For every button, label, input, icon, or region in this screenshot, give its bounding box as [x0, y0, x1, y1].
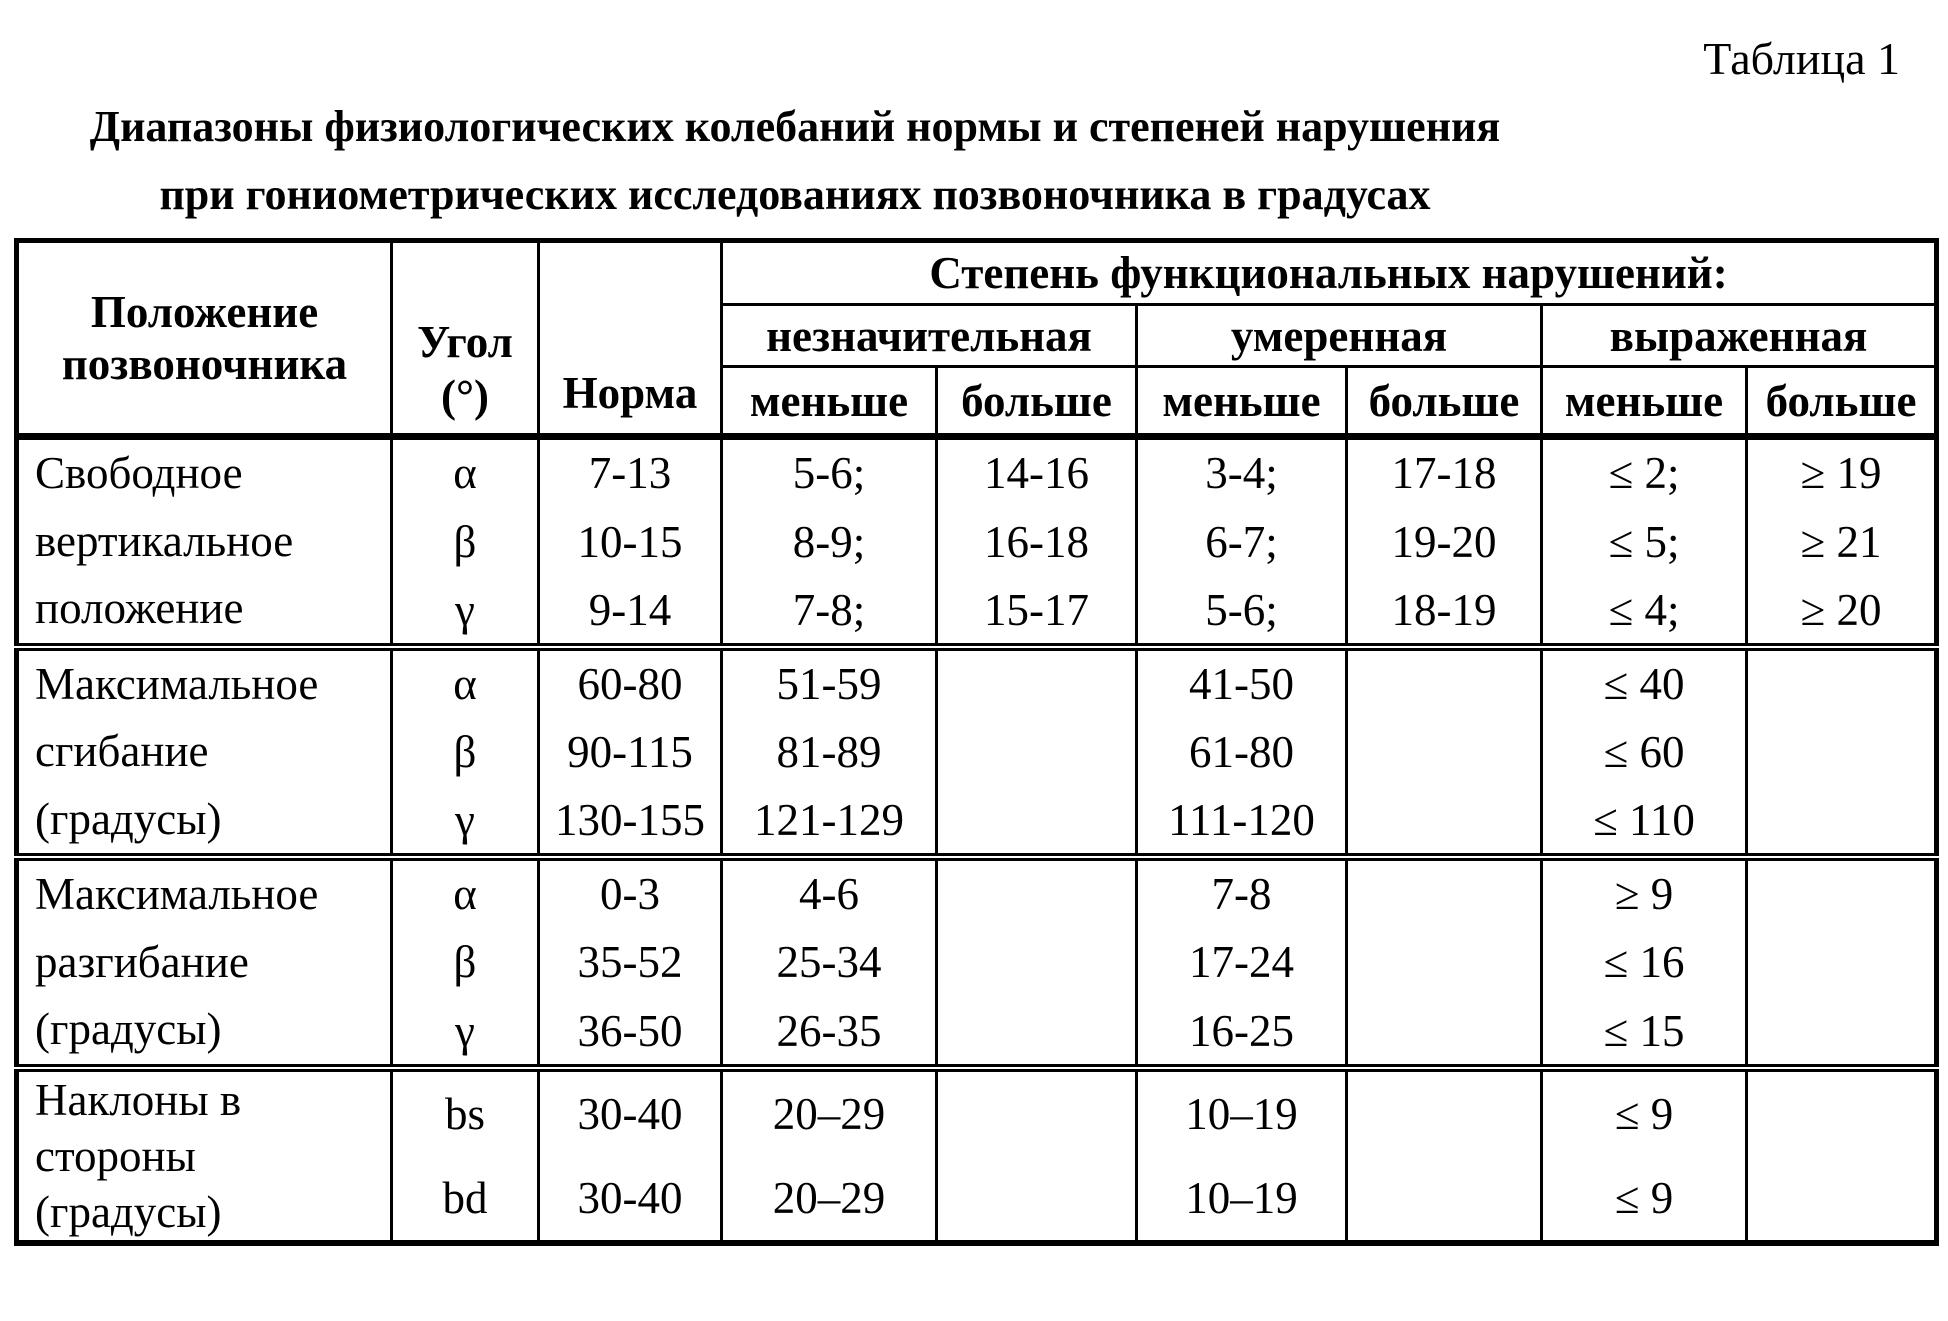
- value-cell: 4-6: [722, 857, 937, 927]
- value-cell: 6-7;: [1137, 507, 1347, 577]
- value-cell: 17-24: [1137, 927, 1347, 997]
- value-cell: ≤ 4;: [1542, 577, 1747, 647]
- value-cell: [1747, 998, 1937, 1068]
- table-row: [17, 1068, 1937, 1156]
- angle-cell: bs: [392, 1068, 539, 1156]
- value-cell: 19-20: [1347, 507, 1542, 577]
- document-title-line-2: при гониометрических исследованиях позвоночника в градусах: [159, 170, 1431, 220]
- value-cell: [937, 1156, 1137, 1244]
- value-cell: [1747, 787, 1937, 857]
- angle-cell: β: [392, 507, 539, 577]
- norm-cell: 30-40: [539, 1156, 722, 1244]
- value-cell: ≤ 9: [1542, 1156, 1747, 1244]
- value-cell: [937, 998, 1137, 1068]
- value-cell: 5-6;: [722, 437, 937, 507]
- value-cell: 81-89: [722, 717, 937, 787]
- value-cell: 15-17: [937, 577, 1137, 647]
- angle-cell: bd: [392, 1156, 539, 1244]
- value-cell: ≤ 5;: [1542, 507, 1747, 577]
- norm-cell: 10-15: [539, 507, 722, 577]
- table-number-caption: Таблица 1: [1703, 33, 1900, 84]
- value-cell: ≤ 60: [1542, 717, 1747, 787]
- value-cell: 14-16: [937, 437, 1137, 507]
- row-group-label-max-flexion: Максимальное сгибание (градусы): [17, 647, 392, 858]
- header-more-insignificant: больше: [937, 367, 1137, 437]
- norm-cell: 35-52: [539, 927, 722, 997]
- value-cell: [937, 1068, 1137, 1156]
- value-cell: 18-19: [1347, 577, 1542, 647]
- value-cell: [1347, 647, 1542, 717]
- value-cell: [937, 787, 1137, 857]
- document-page: [0, 34, 1948, 1246]
- value-cell: [1747, 1156, 1937, 1244]
- value-cell: 5-6;: [1137, 577, 1347, 647]
- value-cell: ≤ 9: [1542, 1068, 1747, 1156]
- value-cell: 17-18: [1347, 437, 1542, 507]
- angle-cell: γ: [392, 787, 539, 857]
- document-title: [0, 101, 1590, 223]
- value-cell: ≥ 21: [1747, 507, 1937, 577]
- value-cell: [1347, 1156, 1542, 1244]
- angle-cell: α: [392, 437, 539, 507]
- value-cell: ≤ 40: [1542, 647, 1747, 717]
- norm-cell: 130-155: [539, 787, 722, 857]
- value-cell: 3-4;: [1137, 437, 1347, 507]
- norm-cell: 36-50: [539, 998, 722, 1068]
- value-cell: [1747, 717, 1937, 787]
- value-cell: 26-35: [722, 998, 937, 1068]
- header-angle-word: Угол: [417, 317, 513, 368]
- header-more-pronounced: больше: [1747, 367, 1937, 437]
- header-norm: Норма: [539, 241, 722, 437]
- norm-cell: 7-13: [539, 437, 722, 507]
- value-cell: [1347, 857, 1542, 927]
- angle-cell: γ: [392, 998, 539, 1068]
- value-cell: [1347, 927, 1542, 997]
- value-cell: 51-59: [722, 647, 937, 717]
- value-cell: 7-8;: [722, 577, 937, 647]
- value-cell: 7-8: [1137, 857, 1347, 927]
- row-group-label-lateral-bends: Наклоны в стороны (градусы): [17, 1068, 392, 1244]
- header-less-moderate: меньше: [1137, 367, 1347, 437]
- row-group-label-free-vertical: Свободное вертикальное положение: [17, 437, 392, 647]
- value-cell: [1747, 857, 1937, 927]
- value-cell: ≤ 2;: [1542, 437, 1747, 507]
- value-cell: 20–29: [722, 1068, 937, 1156]
- header-angle: [392, 241, 539, 437]
- header-impairment-degree-group: Степень функциональных нарушений:: [722, 241, 1937, 305]
- header-spine-position: Положение позвоночника: [17, 241, 392, 437]
- value-cell: 8-9;: [722, 507, 937, 577]
- goniometry-ranges-table: [14, 238, 1939, 1246]
- value-cell: 10–19: [1137, 1156, 1347, 1244]
- header-severity-insignificant: незначительная: [722, 305, 1137, 367]
- value-cell: [937, 717, 1137, 787]
- norm-cell: 0-3: [539, 857, 722, 927]
- norm-cell: 90-115: [539, 717, 722, 787]
- table-row: [17, 647, 1937, 717]
- value-cell: [937, 857, 1137, 927]
- header-severity-moderate: умеренная: [1137, 305, 1542, 367]
- value-cell: 20–29: [722, 1156, 937, 1244]
- value-cell: 10–19: [1137, 1068, 1347, 1156]
- value-cell: [937, 647, 1137, 717]
- row-group-label-max-extension: Максимальное разгибание (градусы): [17, 857, 392, 1068]
- value-cell: 25-34: [722, 927, 937, 997]
- value-cell: [1347, 787, 1542, 857]
- value-cell: [937, 927, 1137, 997]
- value-cell: 16-25: [1137, 998, 1347, 1068]
- angle-cell: β: [392, 717, 539, 787]
- header-less-pronounced: меньше: [1542, 367, 1747, 437]
- header-less-insignificant: меньше: [722, 367, 937, 437]
- value-cell: [1747, 647, 1937, 717]
- angle-cell: β: [392, 927, 539, 997]
- value-cell: 16-18: [937, 507, 1137, 577]
- value-cell: ≥ 19: [1747, 437, 1937, 507]
- angle-cell: α: [392, 647, 539, 717]
- value-cell: [1747, 1068, 1937, 1156]
- value-cell: ≤ 110: [1542, 787, 1747, 857]
- value-cell: 121-129: [722, 787, 937, 857]
- norm-cell: 60-80: [539, 647, 722, 717]
- document-title-line-1: Диапазоны физиологических колебаний нормы и степеней нарушения: [89, 101, 1501, 151]
- angle-cell: γ: [392, 577, 539, 647]
- value-cell: [1747, 927, 1937, 997]
- header-more-moderate: больше: [1347, 367, 1542, 437]
- value-cell: [1347, 1068, 1542, 1156]
- value-cell: 111-120: [1137, 787, 1347, 857]
- value-cell: [1347, 717, 1542, 787]
- header-angle-unit: (°): [441, 371, 489, 422]
- header-severity-pronounced: выраженная: [1542, 305, 1937, 367]
- value-cell: ≥ 9: [1542, 857, 1747, 927]
- table-row: [17, 857, 1937, 927]
- norm-cell: 9-14: [539, 577, 722, 647]
- value-cell: ≤ 16: [1542, 927, 1747, 997]
- norm-cell: 30-40: [539, 1068, 722, 1156]
- value-cell: [1347, 998, 1542, 1068]
- value-cell: 61-80: [1137, 717, 1347, 787]
- table-row: [17, 437, 1937, 507]
- value-cell: 41-50: [1137, 647, 1347, 717]
- angle-cell: α: [392, 857, 539, 927]
- value-cell: ≥ 20: [1747, 577, 1937, 647]
- value-cell: ≤ 15: [1542, 998, 1747, 1068]
